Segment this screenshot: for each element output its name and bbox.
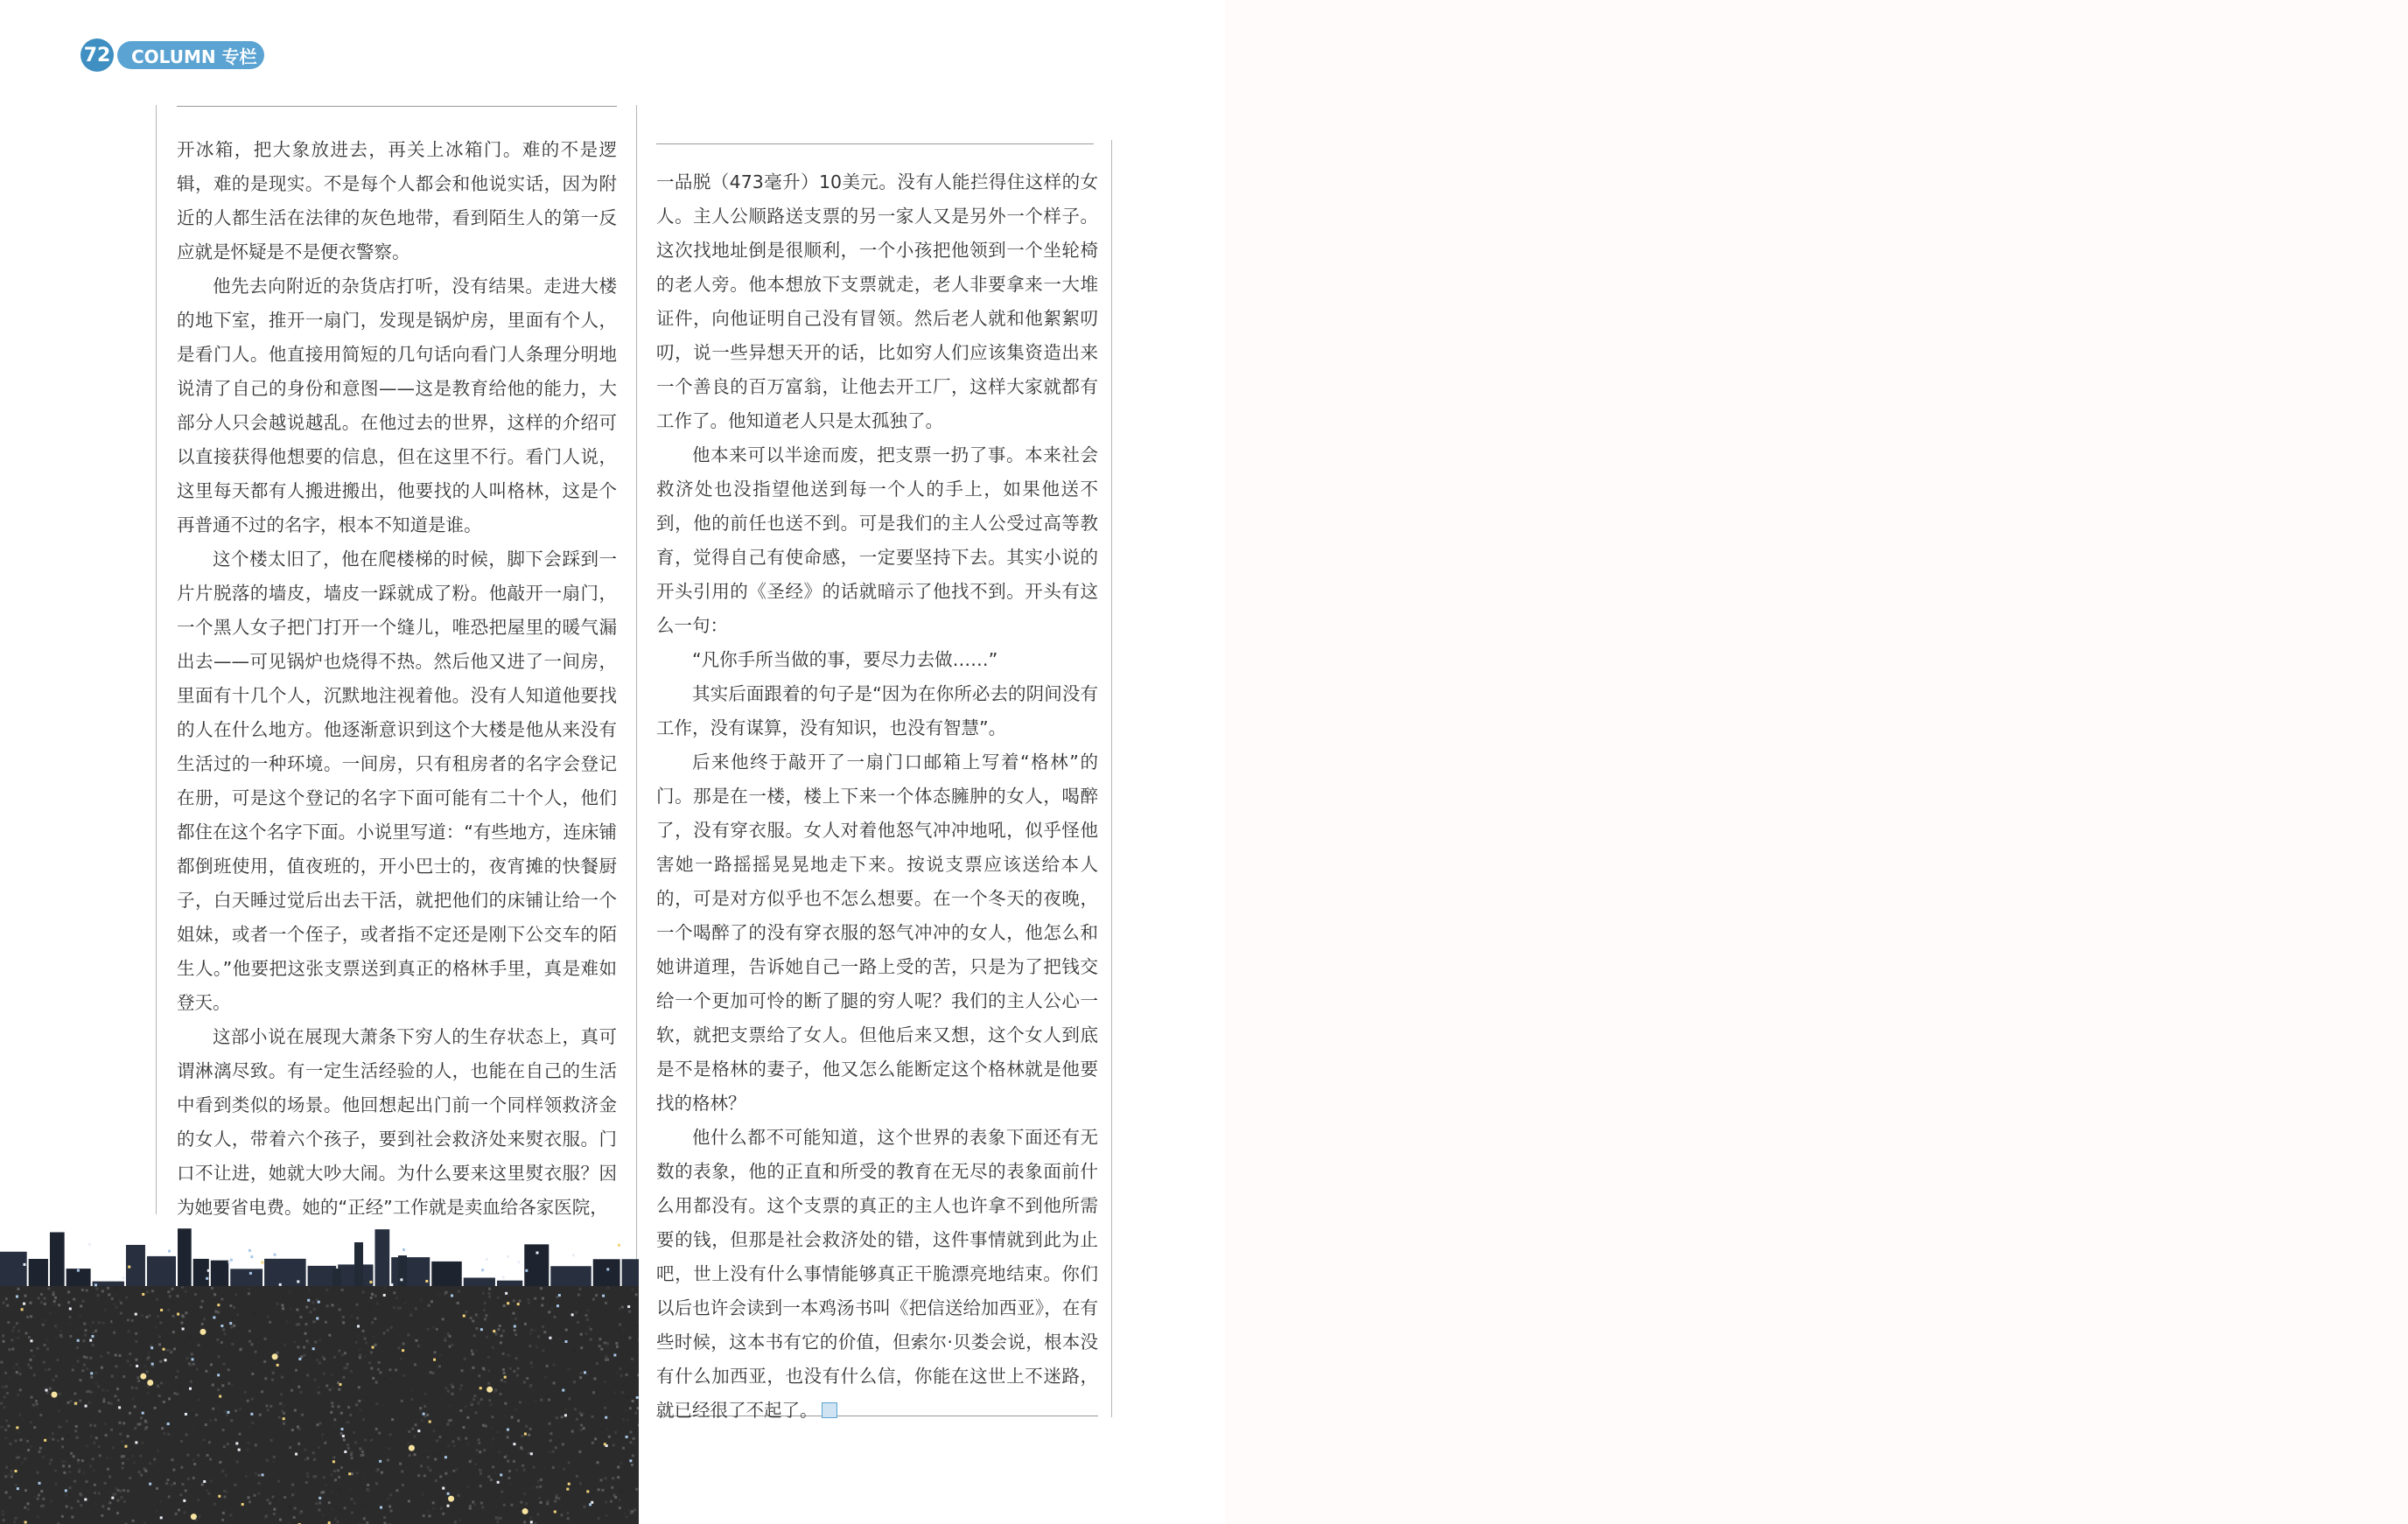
paragraph: 他先去向附近的杂货店打听，没有结果。走进大楼的地下室，推开一扇门，发现是锅炉房，里面有个人，是看门人。他直接用简短的几句话向看门人条理分明地说清了自己的身份和意图——这是教育给他的能力，大部分人只会越说越乱。在他过去的世界，这样的介绍可以直接获得他想要的信息，但在这里不行。看门人说，这里每天都有人搬进搬出，他要找的人叫格林，这是个再普通不过的名字，根本不知道是谁。: [177, 276, 617, 535]
night-cityscape-illustration: [0, 1190, 639, 1524]
paragraph: 这个楼太旧了，他在爬楼梯的时候，脚下会踩到一片片脱落的墙皮，墙皮一踩就成了粉。他敲开一扇门，一个黑人女子把门打开一个缝儿，唯恐把屋里的暖气漏出去——可见锅炉也烧得不热。然后他又进了一间房，里面有十几个人，沉默地注视着他。没有人知道他要找的人在什么地方。他逐渐意识到这个大楼是他从来没有生活过的一种环境。一间房，只有租房者的名字会登记在册，可是这个登记的名字下面可能有二十个人，他们都住在这个名字下面。小说里写道：“有些地方，连床铺都倒班使用，值夜班的，开小巴士的，夜宵摊的快餐厨子，白天睡过觉后出去干活，就把他们的床铺让给一个姐妹，或者一个侄子，或者指不定还是刚下公交车的陌生人。”他要把这张支票送到真正的格林手里，真是难如登天。: [177, 549, 617, 1013]
paragraph: 一品脱（473毫升）10美元。没有人能拦得住这样的女人。主人公顺路送支票的另一家人又是另外一个样子。这次找地址倒是很顺利，一个小孩把他领到一个坐轮椅的老人旁。他本想放下支票就走，老人非要拿来一大堆证件，向他证明自己没有冒领。然后老人就和他絮絮叨叨，说一些异想天开的话，比如穷人们应该集资造出来一个善良的百万富翁，让他去开工厂，这样大家就都有工作了。他知道老人只是太孤独了。: [656, 171, 1098, 431]
article-column-2: [656, 165, 1098, 1428]
paragraph: 开冰箱，把大象放进去，再关上冰箱门。难的不是逻辑，难的是现实。不是每个人都会和他说实话，因为附近的人都生活在法律的灰色地带，看到陌生人的第一反应就是怀疑是不是便衣警察。: [177, 139, 617, 262]
page-number-badge: 72: [80, 38, 114, 72]
paragraph: 他本来可以半途而废，把支票一扔了事。本来社会救济处也没指望他送到每一个人的手上，如果他送不到，他的前任也送不到。可是我们的主人公受过高等教育，觉得自己有使命感，一定要坚持下去。其实小说的开头引用的《圣经》的话就暗示了他找不到。开头有这么一句：: [656, 444, 1098, 636]
end-of-article-icon: [822, 1402, 837, 1418]
paragraph: 其实后面跟着的句子是“因为在你所必去的阴间没有工作，没有谋算，没有知识，也没有智慧”。: [656, 683, 1098, 738]
right-blank-page: [1225, 0, 2408, 1524]
column-rule-right: [1111, 140, 1112, 1417]
paragraph: “凡你手所当做的事，要尽力去做……”: [692, 649, 998, 670]
section-tag: COLUMN 专栏: [117, 41, 264, 69]
paragraph: 这部小说在展现大萧条下穷人的生存状态上，真可谓淋漓尽致。有一定生活经验的人，也能在自己的生活中看到类似的场景。他回想起出门前一个同样领救济金的女人，带着六个孩子，要到社会救济处来熨衣服。门口不让进，她就大吵大闹。为什么要来这里熨衣服？因为她要省电费。她的“正经”工作就是卖血给各家医院，: [177, 1026, 617, 1218]
column-rule-left: [156, 105, 157, 1214]
paragraph: 他什么都不可能知道，这个世界的表象下面还有无数的表象，他的正直和所受的教育在无尽的表象面前什么用都没有。这个支票的真正的主人也许拿不到他所需要的钱，但那是社会救济处的错，这件事情就到此为止吧，世上没有什么事情能够真正干脆漂亮地结束。你们以后也许会读到一本鸡汤书叫《把信送给加西亚》，在有些时候，这本书有它的价值，但索尔·贝娄会说，根本没有什么加西亚，也没有什么信，你能在这世上不迷路，就已经很了不起了。: [656, 1127, 1098, 1421]
column-1-top-rule: [177, 106, 617, 107]
column-2-top-rule: [656, 143, 1094, 144]
article-column-1: [177, 133, 617, 1225]
paragraph: 后来他终于敲开了一扇门口邮箱上写着“格林”的门。那是在一楼，楼上下来一个体态臃肿的女人，喝醉了，没有穿衣服。女人对着他怒气冲冲地吼，似乎怪他害她一路摇摇晃晃地走下来。按说支票应该送给本人的，可是对方似乎也不怎么想要。在一个冬天的夜晚，一个喝醉了的没有穿衣服的怒气冲冲的女人，他怎么和她讲道理，告诉她自己一路上受的苦，只是为了把钱交给一个更加可怜的断了腿的穷人呢？我们的主人公心一软，就把支票给了女人。但他后来又想，这个女人到底是不是格林的妻子，他又怎么能断定这个格林就是他要找的格林？: [656, 752, 1098, 1114]
